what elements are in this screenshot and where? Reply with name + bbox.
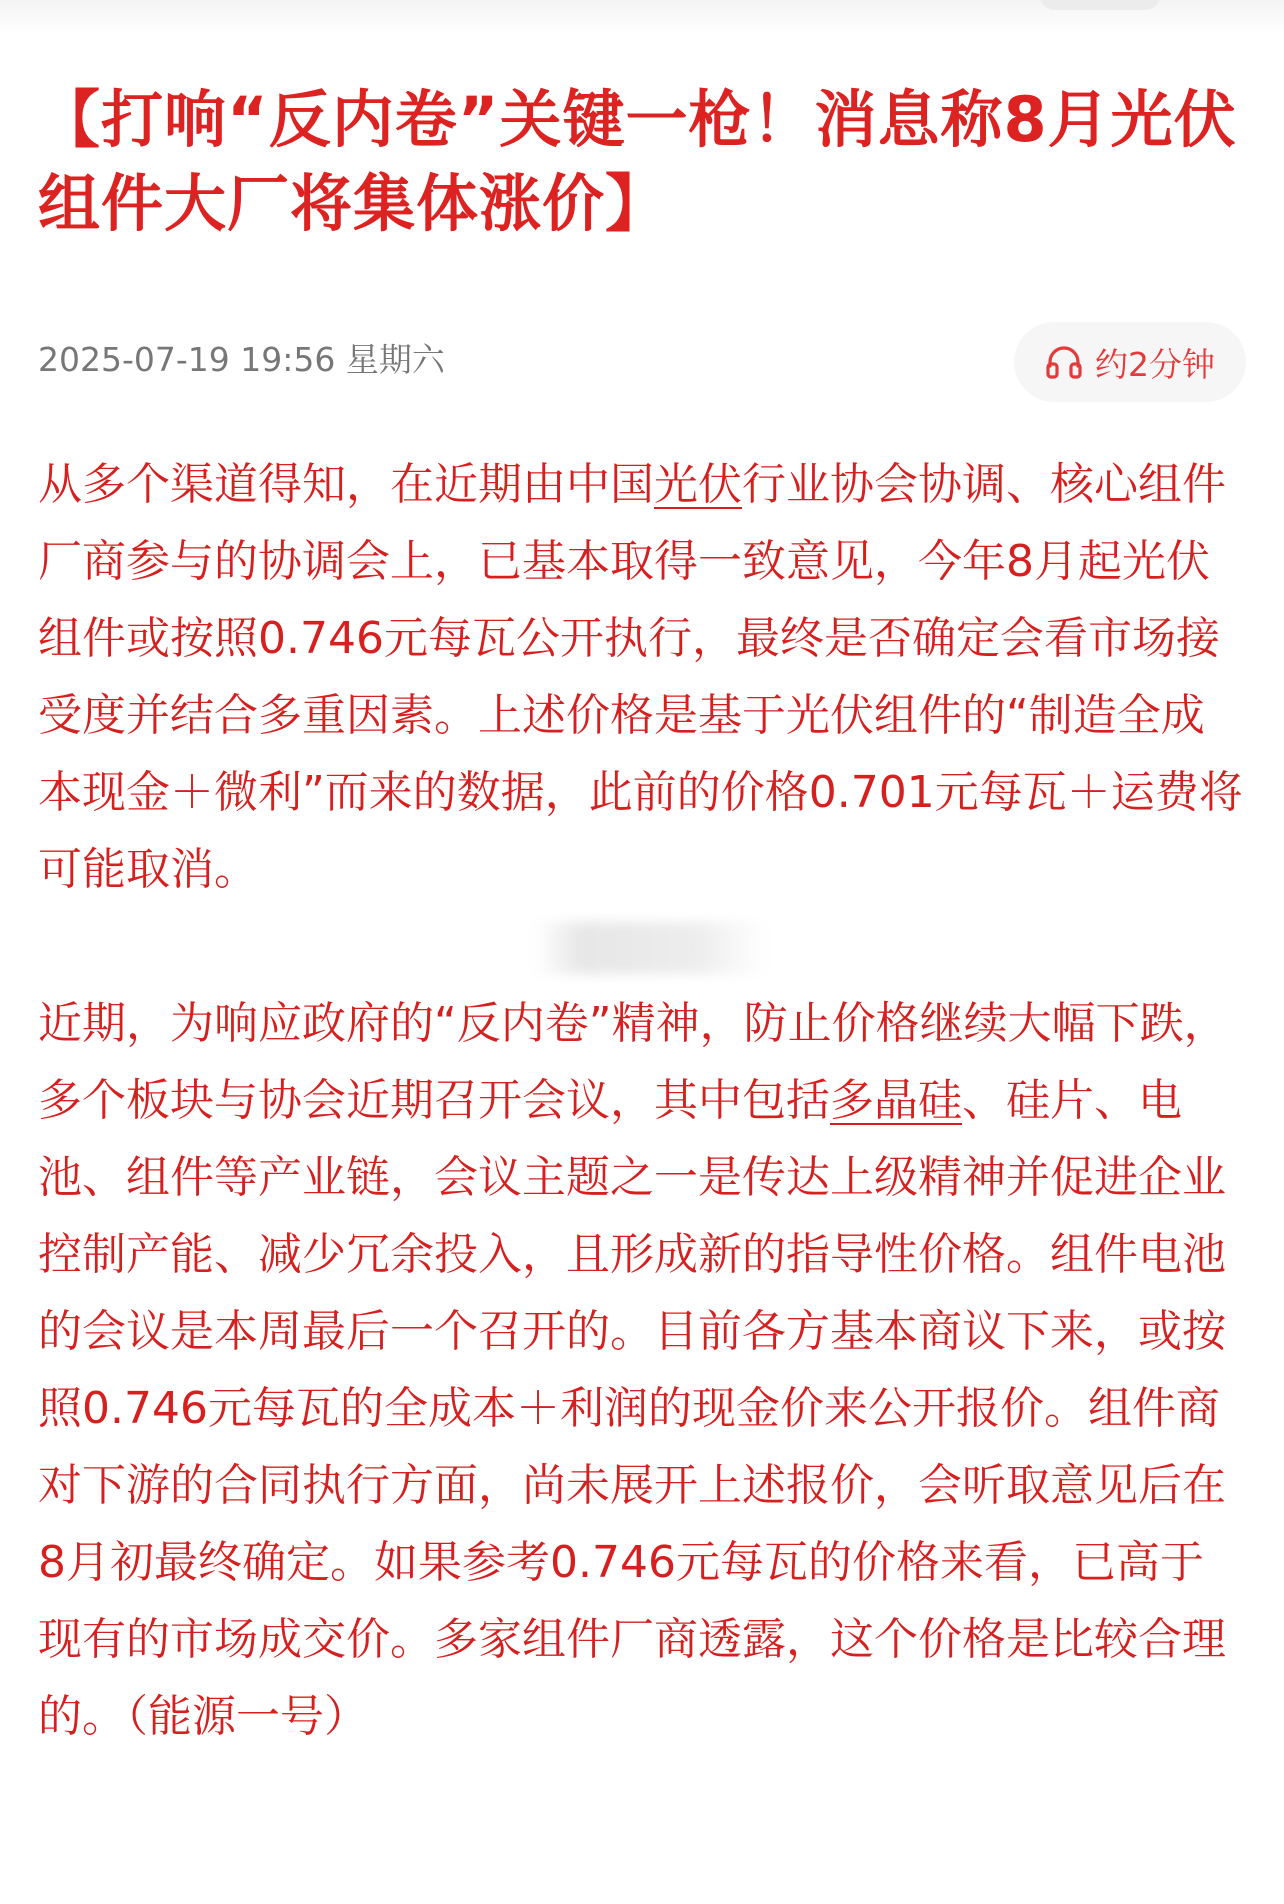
- paragraph-2: 近期，为响应政府的“反内卷”精神，防止价格继续大幅下跌，多个板块与协会近期召开会议，其中包括多晶硅、硅片、电池、组件等产业链，会议主题之一是传达上级精神并促进企业控制产能、减少冗余投入，且形成新的指导性价格。组件电池的会议是本周最后一个召开的。目前各方基本商议下来，或按照0.746元每瓦的全成本＋利润的现金价来公开报价。组件商对下游的合同执行方面，尚未展开上述报价，会听取意见后在8月初最终确定。如果参考0.746元每瓦的价格来看，已高于现有的市场成交价。多家组件厂商透露，这个价格是比较合理的。（能源一号）: [38, 998, 1228, 1742]
- headphones-icon: [1045, 344, 1083, 380]
- article-body: [38, 446, 1246, 1755]
- listen-button[interactable]: [1014, 322, 1246, 402]
- article-title: 【打响“反内卷”关键一枪！消息称8月光伏组件大厂将集体涨价】: [38, 83, 1237, 240]
- keyword-link-guangfu[interactable]: 光伏: [654, 459, 742, 510]
- meta-row: [38, 322, 1246, 402]
- keyword-link-polysilicon[interactable]: 多晶硅: [830, 1075, 962, 1126]
- listen-duration: 约2分钟: [1095, 344, 1215, 384]
- top-pill: [1040, 0, 1160, 10]
- paragraph-1: 从多个渠道得知，在近期由中国光伏行业协会协调、核心组件厂商参与的协调会上，已基本取得一致意见，今年8月起光伏组件或按照0.746元每瓦公开执行，最终是否确定会看市场接受度并结合多重因素。上述价格是基于光伏组件的“制造全成本现金＋微利”而来的数据，此前的价格0.701元每瓦＋运费将可能取消。: [38, 459, 1243, 895]
- publish-datetime: 2025-07-19 19:56 星期六: [38, 340, 445, 379]
- watermark-smudge: [535, 922, 765, 974]
